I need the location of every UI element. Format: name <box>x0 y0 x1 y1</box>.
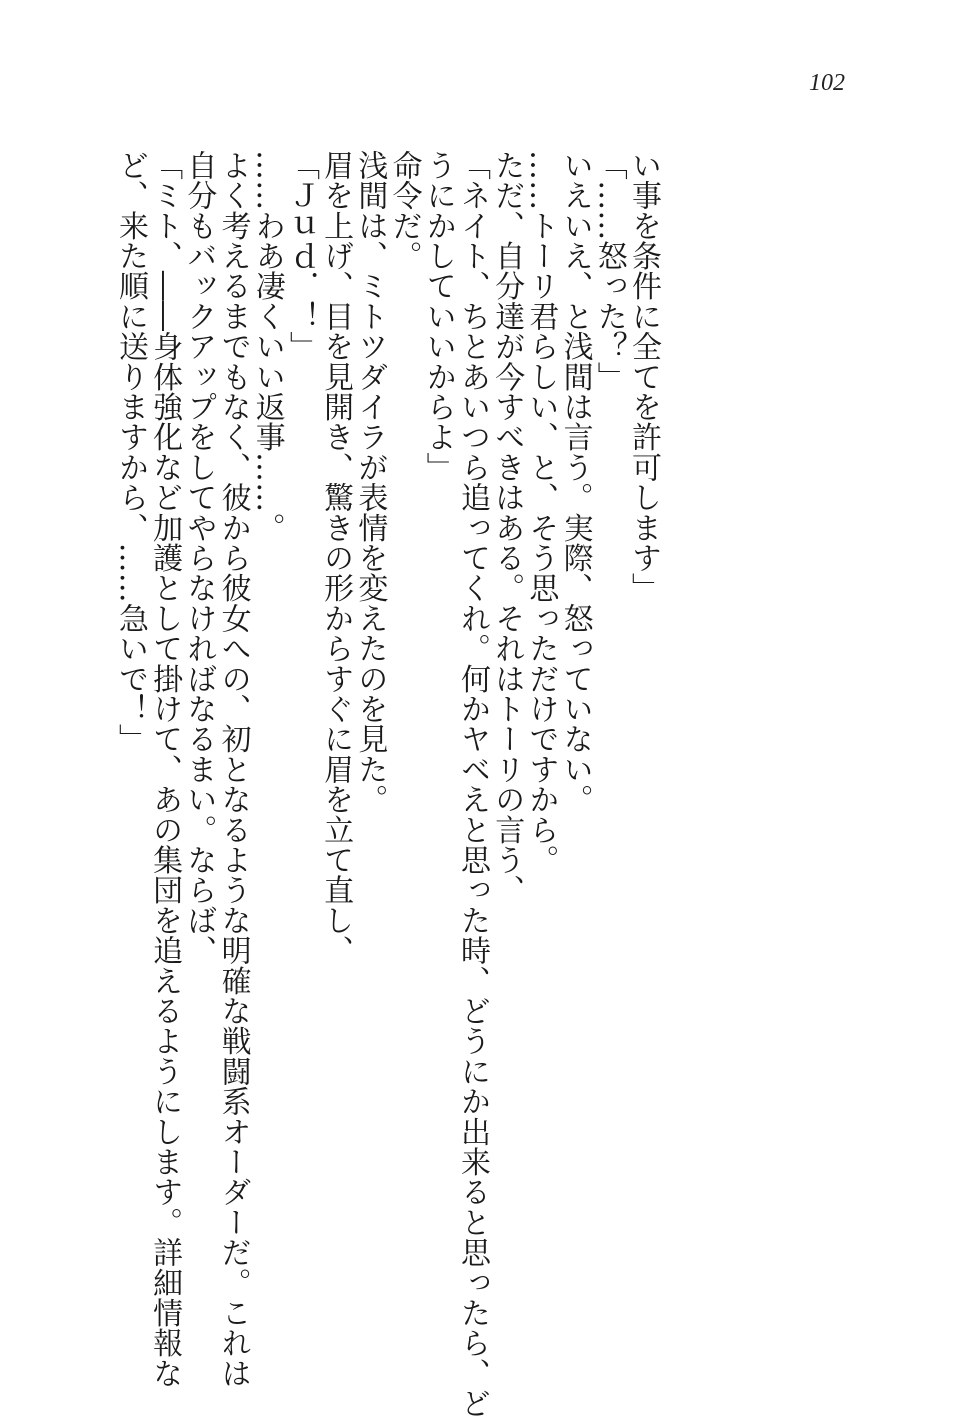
text-line: よく考えるまでもなく、彼から彼女への、初となるような明確な戦闘系オーダーだ。これは <box>215 150 251 1389</box>
text-line: ……わあ凄くいい返事……。 <box>249 150 285 543</box>
text-line: 「Ｊｕｄ．！」 <box>283 150 319 362</box>
text-line: うにかしていいからよ」 <box>420 150 456 483</box>
text-line: 「ネイト、ちとあいつら追ってくれ。何かヤベえと思った時、どうにか出来ると思ったら、ど <box>454 150 490 1418</box>
text-line: 「……怒った？」 <box>591 150 627 392</box>
text-line: ……トーリ君らしい、と、そう思っただけですから。 <box>523 150 559 875</box>
page-number: 102 <box>809 70 845 96</box>
text-line: 自分もバックアップをしてやらなければなるまい。ならば、 <box>181 150 217 966</box>
text-line: ど、来た順に送りますから、……急いで！」 <box>112 150 148 754</box>
text-line: 「ミト、――身体強化など加護として掛けて、あの集団を追えるようにします。詳細情報な <box>147 150 183 1389</box>
text-line: ただ、自分達が今すべきはある。それはトーリの言う、 <box>489 150 525 905</box>
text-line: 眉を上げ、目を見開き、驚きの形からすぐに眉を立て直し、 <box>318 150 354 966</box>
text-line: いえいえ、と浅間は言う。実際、怒っていない。 <box>557 150 593 815</box>
body-text <box>112 150 661 1418</box>
text-line: い事を条件に全てを許可します」 <box>626 150 661 603</box>
text-line: 浅間は、ミトツダイラが表情を変えたのを見た。 <box>352 150 388 815</box>
text-line: 命令だ。 <box>386 150 422 271</box>
